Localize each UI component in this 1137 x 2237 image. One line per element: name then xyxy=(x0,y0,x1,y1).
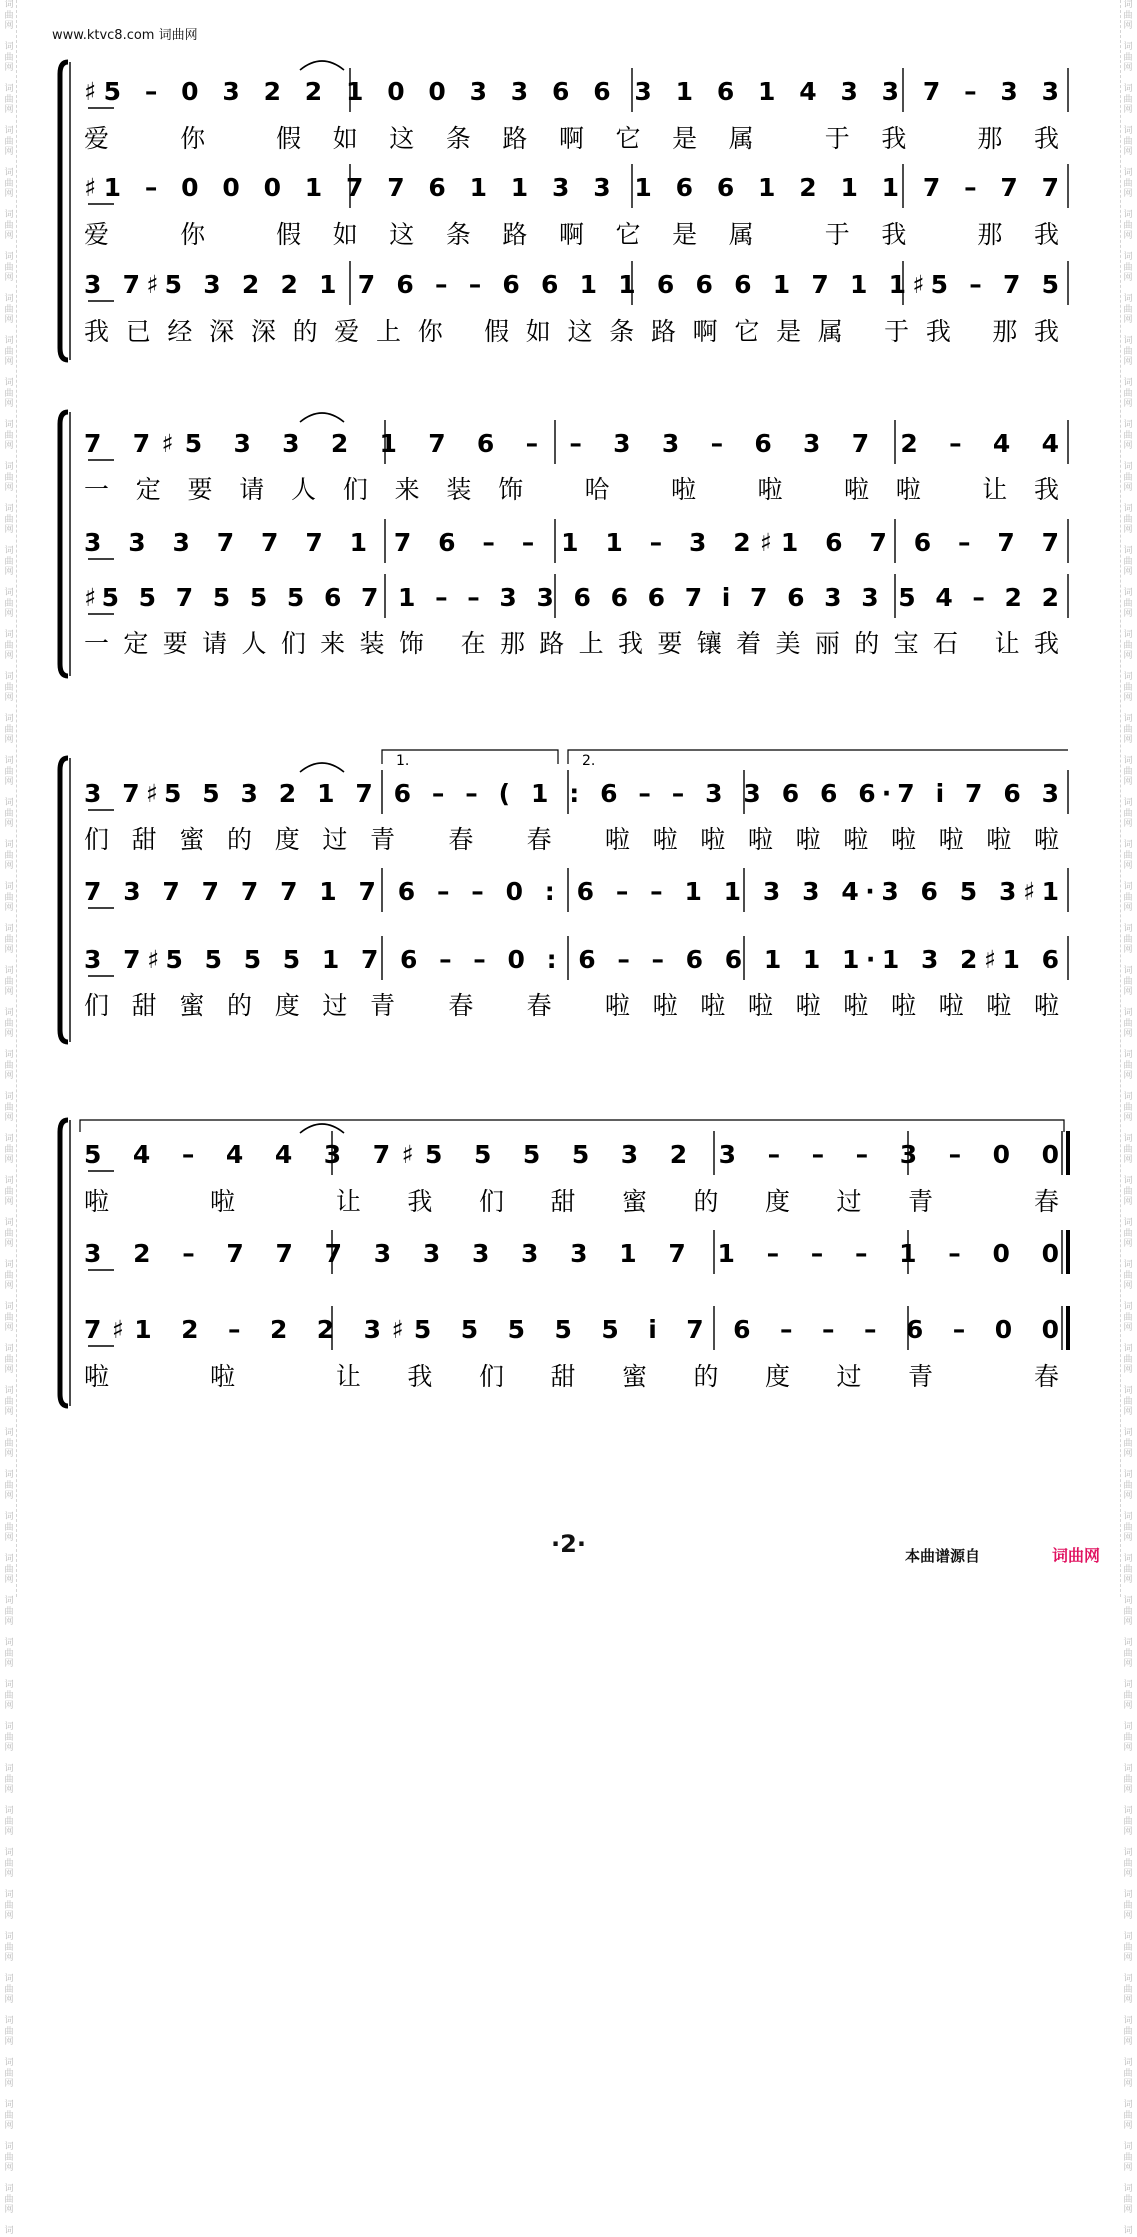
notation-line: ♯5 5 7 5 5 5 6 7 1 – – 3 3 6 6 6 7 i 7 6 3 3 5 4 – 2 2 xyxy=(84,583,1059,612)
slur-mark xyxy=(300,413,344,422)
lyric-line: 一定要请人们来装饰 在那路上我要镶着美丽的宝石 让我 xyxy=(84,629,1059,658)
notation-line: 3 3 3 7 7 7 1 7 6 – – 1 1 – 3 2♯1 6 7 6 – 7 7 xyxy=(84,528,1059,557)
notation-line: 7 3 7 7 7 7 1 7 6 – – 0 : 6 – – 1 1 3 3 4·3 6 5 3♯1 xyxy=(84,877,1060,906)
notation-line: ♯5 – 0 3 2 2 1 0 0 3 3 6 6 3 1 6 1 4 3 3 7 – 3 3 xyxy=(84,77,1060,106)
slur-mark xyxy=(300,61,344,70)
lyric-line: 爱 你 假如这条路啊它是属 于我 那我 xyxy=(84,124,1059,153)
system-bracket xyxy=(60,758,68,1042)
final-bar-thick xyxy=(1066,1230,1070,1274)
notation-line: 5 4 – 4 4 3 7♯5 5 5 5 3 2 3 – – – 3 – 0 0 xyxy=(84,1140,1059,1169)
bracket-top-line xyxy=(80,1120,1064,1132)
system-bracket xyxy=(60,1120,68,1406)
source-url: www.ktvc8.com 词曲网 xyxy=(52,28,198,43)
final-bar-thick xyxy=(1066,1306,1070,1350)
watermark-column-left: 词 曲 网 词 曲 网 词 曲 网 词 曲 网 词 曲 网 词 曲 网 词 曲 网 词 曲 网 词 曲 网 词 曲 网 词 曲 网 词 曲 网 词 曲 网 词 曲 网 词 曲 网 词 曲 网 词 曲 网 词 曲 网 词 曲 网 词 曲 网 词 曲 网 词 曲 网 词 曲 网 词 曲 网 词 曲 网 词 曲 网 词 曲 网 词 曲 网 词 曲 网 词 曲 网 词 曲 网 词 曲 网 词 曲 网 词 曲 网 词 曲 网 词 曲 网 词 曲 网 词 曲 网 词 曲 网 词 曲 网 词 曲 网 词 曲 网 词 曲 网 词 曲 网 词 曲 网 词 曲 网 词 曲 网 词 曲 网 词 曲 网 词 曲 网 词 曲 网 词 曲 网 词 曲 网 词 xyxy=(4,0,14,2236)
volta-label-1: 1. xyxy=(396,753,410,769)
notation-line: ♯1 – 0 0 0 1 7 7 6 1 1 3 3 1 6 6 1 2 1 1 7 – 7 7 xyxy=(84,173,1060,202)
lyric-line: 啦 啦 让我们甜蜜的度过青 春 xyxy=(84,1187,1059,1216)
slur-mark xyxy=(300,763,344,772)
watermark-column-right: 词 曲 网 词 曲 网 词 曲 网 词 曲 网 词 曲 网 词 曲 网 词 曲 网 词 曲 网 词 曲 网 词 曲 网 词 曲 网 词 曲 网 词 曲 网 词 曲 网 词 曲 网 词 曲 网 词 曲 网 词 曲 网 词 曲 网 词 曲 网 词 曲 网 词 曲 网 词 曲 网 词 曲 网 词 曲 网 词 曲 网 词 曲 网 词 曲 网 词 曲 网 词 曲 网 词 曲 网 词 曲 网 词 曲 网 词 曲 网 词 曲 网 词 曲 网 词 曲 网 词 曲 网 词 曲 网 词 曲 网 词 曲 网 词 曲 网 词 曲 网 词 曲 网 词 曲 网 词 曲 网 词 曲 网 词 曲 网 词 曲 网 词 曲 网 词 曲 网 词 曲 网 词 曲 网 词 xyxy=(1123,0,1133,2236)
site-logo-text: 词曲网 xyxy=(1052,1546,1101,1565)
lyric-line: 们甜蜜的度过青 春 春 啦啦啦啦啦啦啦啦啦啦 xyxy=(84,991,1060,1020)
lyric-line: 啦 啦 让我们甜蜜的度过青 春 xyxy=(84,1362,1059,1391)
lyric-line: 们甜蜜的度过青 春 春 啦啦啦啦啦啦啦啦啦啦 xyxy=(84,825,1060,854)
notation-line: 3 2 – 7 7 7 3 3 3 3 3 1 7 1 – – – 1 – 0 0 xyxy=(84,1239,1060,1268)
notation-line: 3 7♯5 3 2 2 1 7 6 – – 6 6 1 1 6 6 6 1 7 1 1♯5 – 7 5 xyxy=(84,270,1059,299)
final-bar-thick xyxy=(1066,1131,1070,1175)
volta-label-2: 2. xyxy=(582,753,596,769)
lyric-line: 我已经深深的爱上你 假如这条路啊它是属 于我 那我 xyxy=(84,317,1059,346)
system-bracket xyxy=(60,62,68,360)
notation-line: 3 7♯5 5 3 2 1 7 6 – – ( 1 : 6 – – 3 3 6 6 6·7 i 7 6 3 xyxy=(84,779,1059,808)
lyric-line: 爱 你 假如这条路啊它是属 于我 那我 xyxy=(84,220,1059,249)
slur-mark xyxy=(300,1124,344,1133)
notation-line: 3 7♯5 5 5 5 1 7 6 – – 0 : 6 – – 6 6 1 1 1·1 3 2♯1 6 xyxy=(84,945,1059,974)
volta-bracket-2 xyxy=(568,750,1068,764)
system-bracket xyxy=(60,412,68,676)
page-number: ·2· xyxy=(551,1530,586,1558)
notation-line: 7♯1 2 – 2 2 3♯5 5 5 5 5 i 7 6 – – – 6 – 0 0 xyxy=(84,1315,1060,1344)
source-label: 本曲谱源自 xyxy=(905,1547,981,1565)
lyric-line: 一定要请人们来装饰 哈 啦 啦 啦啦 让我 xyxy=(84,475,1059,504)
notation-line: 7 7♯5 3 3 2 1 7 6 – – 3 3 – 6 3 7 2 – 4 4 xyxy=(84,429,1059,458)
